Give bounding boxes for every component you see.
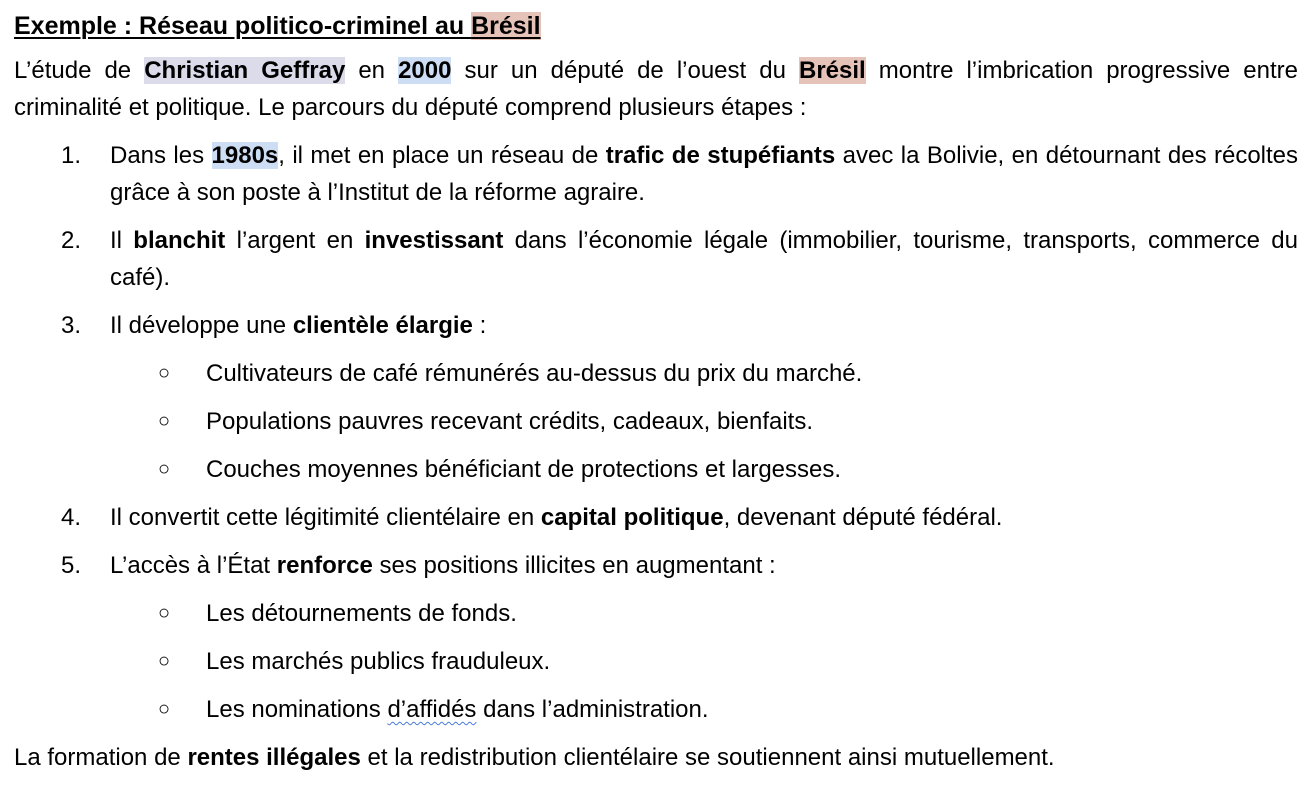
sub-list-item: [14, 355, 1298, 392]
intro-text-2: en: [345, 57, 399, 84]
step-text: Il développe une: [110, 312, 293, 339]
sub-item-text: Couches moyennes bénéficiant de protections et largesses.: [206, 456, 842, 483]
year-highlight: 2000: [398, 57, 452, 84]
title-highlight-bresil: Brésil: [471, 12, 541, 40]
sub-list-item: [14, 643, 1298, 680]
list-item-3: [14, 307, 1298, 344]
step-text: L’accès à l’État: [110, 552, 277, 579]
step-text: Il: [110, 227, 134, 254]
circle-bullet-icon: ○: [158, 698, 171, 720]
step-text: Il convertit cette légitimité clientélaire en: [110, 504, 541, 531]
sub-list-item: [14, 451, 1298, 488]
list-number: 2.: [61, 227, 82, 254]
list-number: 1.: [61, 142, 82, 169]
circle-bullet-icon: ○: [158, 458, 171, 480]
step-text: ses positions illicites en augmentant :: [372, 552, 776, 579]
sub-list-item: [14, 595, 1298, 632]
conclusion-bold: rentes illégales: [187, 744, 361, 771]
intro-paragraph: [14, 52, 1298, 126]
intro-text-4: montre l’imbrication progressive entre criminalité et politique. Le parcours du député comprend plusieurs étapes :: [14, 57, 1299, 121]
list-item-1: [14, 137, 1298, 211]
intro-text-3: sur un député de l’ouest du: [451, 57, 799, 84]
step-text: , devenant député fédéral.: [723, 504, 1003, 531]
circle-bullet-icon: ○: [158, 362, 171, 384]
sub-item-text: Populations pauvres recevant crédits, cadeaux, bienfaits.: [206, 408, 814, 435]
step-bold: capital politique: [540, 504, 724, 531]
title-text: Exemple : Réseau politico-criminel au: [14, 12, 472, 40]
sub-item-text: Cultivateurs de café rémunérés au-dessus du prix du marché.: [206, 360, 863, 387]
conclusion-text: La formation de: [14, 744, 188, 771]
circle-bullet-icon: ○: [158, 650, 171, 672]
sub-list-item: [14, 403, 1298, 440]
sub-item-text: Les nominations: [206, 696, 388, 723]
list-number: 4.: [61, 504, 82, 531]
sub-list-item: [14, 691, 1298, 728]
spellcheck-flagged-word[interactable]: d’affidés: [387, 696, 477, 723]
step-text: Dans les: [110, 142, 212, 169]
list-item-2: [14, 222, 1298, 296]
step-bold: blanchit: [133, 227, 226, 254]
step-bold: trafic de stupéfiants: [605, 142, 836, 169]
step-text: l’argent en: [225, 227, 365, 254]
step-bold: clientèle élargie: [292, 312, 473, 339]
sub-item-text: dans l’administration.: [476, 696, 709, 723]
country-highlight: Brésil: [798, 57, 866, 84]
list-item-5: [14, 547, 1298, 584]
list-item-4: [14, 499, 1298, 536]
list-number: 3.: [61, 312, 82, 339]
step-bold: investissant: [364, 227, 504, 254]
sub-item-text: Les marchés publics frauduleux.: [206, 648, 551, 675]
step-text: :: [472, 312, 487, 339]
step-text: dans l’économie légale (immobilier, tourisme, transports, commerce du café).: [110, 227, 1298, 291]
step-text: avec la Bolivie, en détournant des récoltes grâce à son poste à l’Institut de la réforme agraire.: [110, 142, 1299, 206]
conclusion-paragraph: [14, 739, 1298, 776]
step-text: , il met en place un réseau de: [278, 142, 606, 169]
list-number: 5.: [61, 552, 82, 579]
circle-bullet-icon: ○: [158, 410, 171, 432]
author-highlight: Christian Geffray: [144, 57, 346, 84]
intro-text-1: L’étude de: [14, 57, 145, 84]
sub-item-text: Les détournements de fonds.: [206, 600, 517, 627]
decade-highlight: 1980s: [211, 142, 279, 169]
step-bold: renforce: [276, 552, 373, 579]
page-title: [14, 4, 1298, 48]
circle-bullet-icon: ○: [158, 602, 171, 624]
conclusion-text: et la redistribution clientélaire se soutiennent ainsi mutuellement.: [360, 744, 1055, 771]
